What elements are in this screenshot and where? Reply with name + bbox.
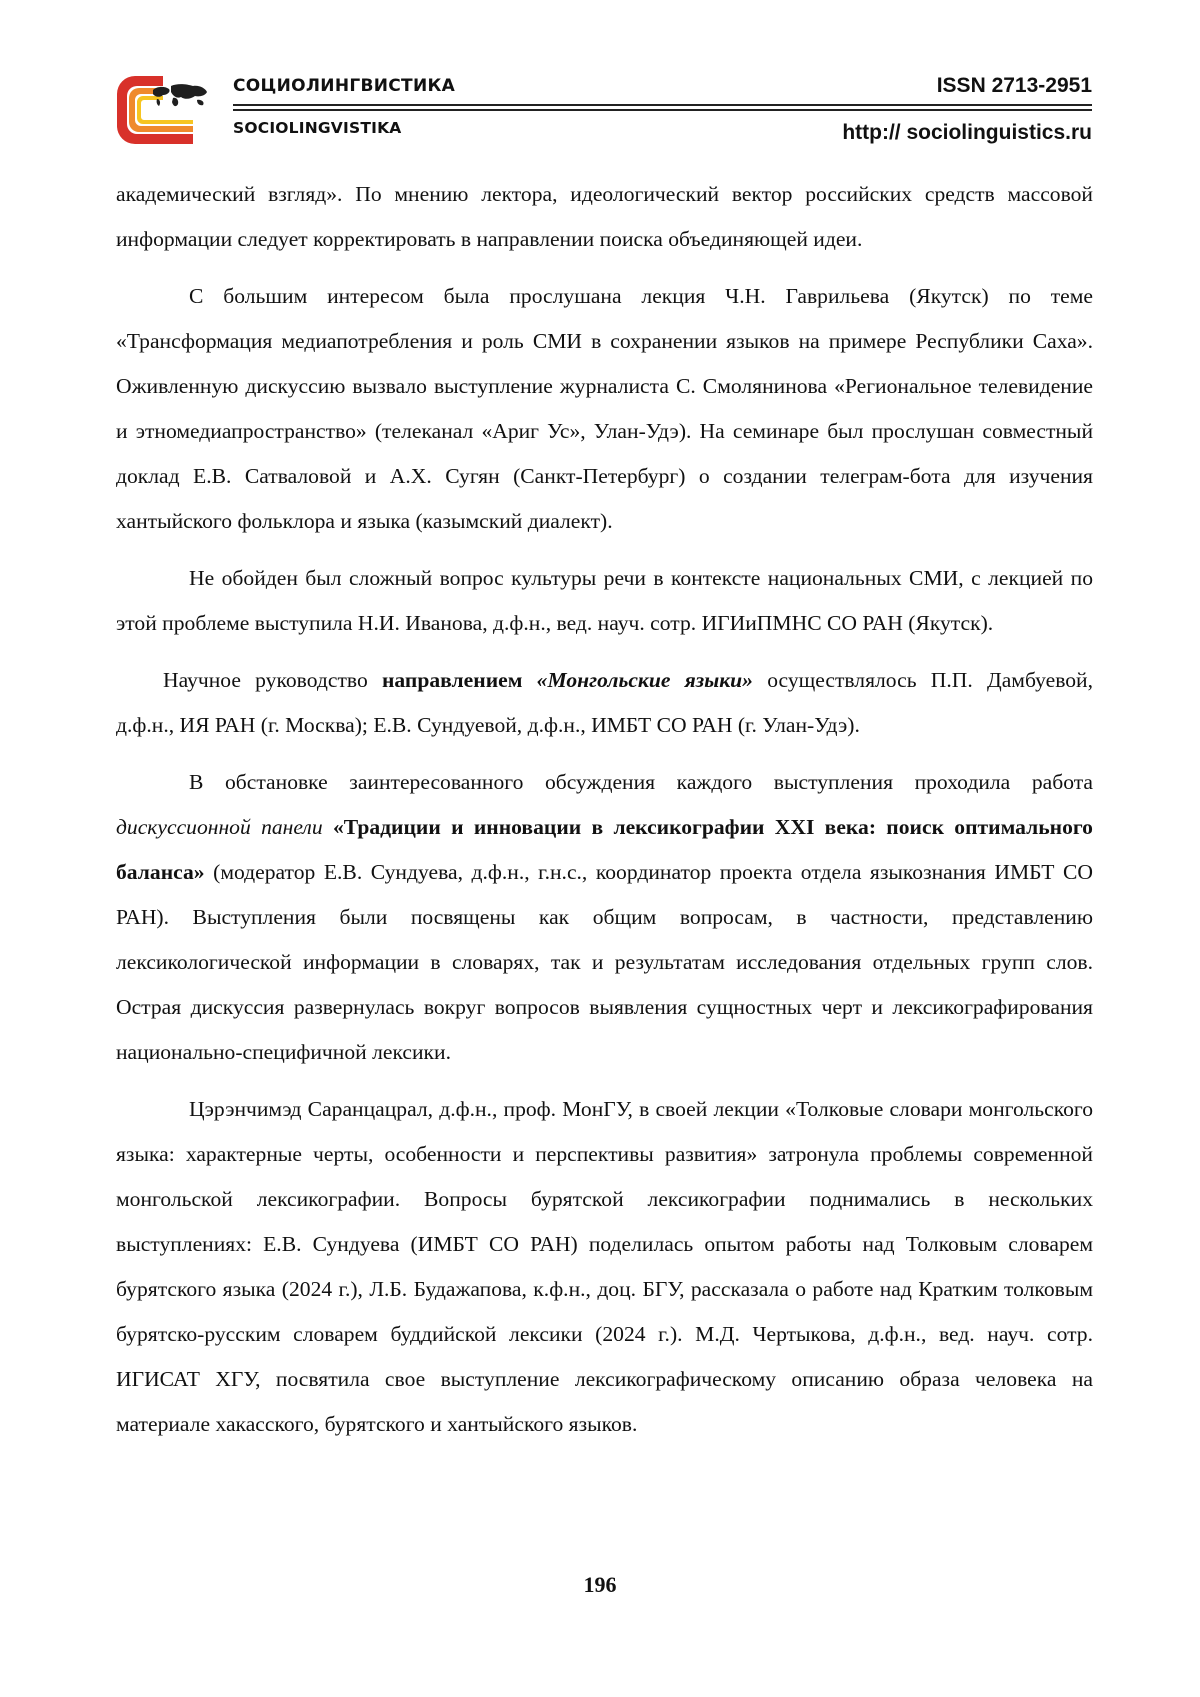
header-rule [233,109,1092,111]
world-map-icon [153,84,207,106]
paragraph [116,658,1093,748]
journal-logo [113,72,213,148]
journal-url[interactable]: http:// sociolinguistics.ru [842,121,1092,144]
text-run: осуществлялось П.П. Дамбуевой, д.ф.н., ИЯ РАН (г. Москва); Е.В. Сундуевой, д.ф.н., ИМБТ СО РАН (г. Улан-Удэ). [116,668,1094,737]
paragraph [116,760,1093,1075]
bold-term: направлением [381,668,523,692]
text-run: В обстановке заинтересованного обсуждения каждого выступления проходила работа [189,770,1093,794]
article-body [116,172,1093,1459]
paragraph: Не обойден был сложный вопрос культуры речи в контексте национальных СМИ, с лекцией по этой проблеме выступила Н.И. Иванова, д.ф.н., вед. науч. сотр. ИГИиПМНС СО РАН (Якутск). [116,566,1093,635]
journal-title-ru: СОЦИОЛИНГВИСТИКА [233,76,456,96]
page-header [0,0,1200,160]
text-run [323,815,333,839]
direction-title: «Монгольские языки» [536,668,753,692]
paragraph: С большим интересом была прослушана лекция Ч.Н. Гаврильева (Якутск) по теме «Трансформация медиапотребления и роль СМИ в сохранении языков на примере Республики Саха». Оживленную дискуссию вызвало выступление журналиста С. Смолянинова «Региональное телевидение и этномедиапространство» (телеканал «Ариг Ус», Улан-Удэ). На семинаре был прослушан совместный доклад Е.В. Сатваловой и А.Х. Сугян (Санкт-Петербург) о создании телеграм-бота для изучения хантыйского фольклора и языка (казымский диалект). [116,284,1093,533]
header-rule [233,104,1092,106]
journal-title-en: SOCIOLINGVISTIKA [233,119,402,137]
text-run: (модератор Е.В. Сундуева, д.ф.н., г.н.с., координатор проекта отдела языкознания ИМБТ СО РАН). Выступления были посвящены как общим вопросам, в частности, представлению лексикологической информации в словарях, так и результатам исследования отдельных групп слов. Острая дискуссия развернулась вокруг вопросов выявления сущностных черт и лексикографирования национально-специфичной лексики. [116,860,1093,1064]
issn: ISSN 2713-2951 [936,74,1092,97]
text-run: Научное руководство [163,668,382,692]
page-number: 196 [583,1572,617,1597]
italic-term: дискуссионной панели [116,815,323,839]
paragraph: Цэрэнчимэд Саранцацрал, д.ф.н., проф. МонГУ, в своей лекции «Толковые словари монгольского языка: характерные черты, особенности и перспективы развития» затронула проблемы современной монгольской лексикографии. Вопросы бурятской лексикографии поднимались в нескольких выступлениях: Е.В. Сундуева (ИМБТ СО РАН) поделилась опытом работы над Толковым словарем бурятского языка (2024 г.), Л.Б. Будажапова, к.ф.н., доц. БГУ, рассказала о работе над Кратким толковым бурятско-русским словарем буддийской лексики (2024 г.). М.Д. Чертыкова, д.ф.н., вед. науч. сотр. ИГИСАТ ХГУ, посвятила свое выступление лексикографическому описанию образа человека на материале хакасского, бурятского и хантыйского языков. [116,1097,1093,1436]
paragraph: академический взгляд». По мнению лектора, идеологический вектор российских средств массовой информации следует корректировать в направлении поиска объединяющей идеи. [116,182,1093,251]
text-run [522,668,536,692]
panel-title: «Традиции и инновации в лексикографии XXI века: поиск оптимального баланса» [116,815,1093,884]
